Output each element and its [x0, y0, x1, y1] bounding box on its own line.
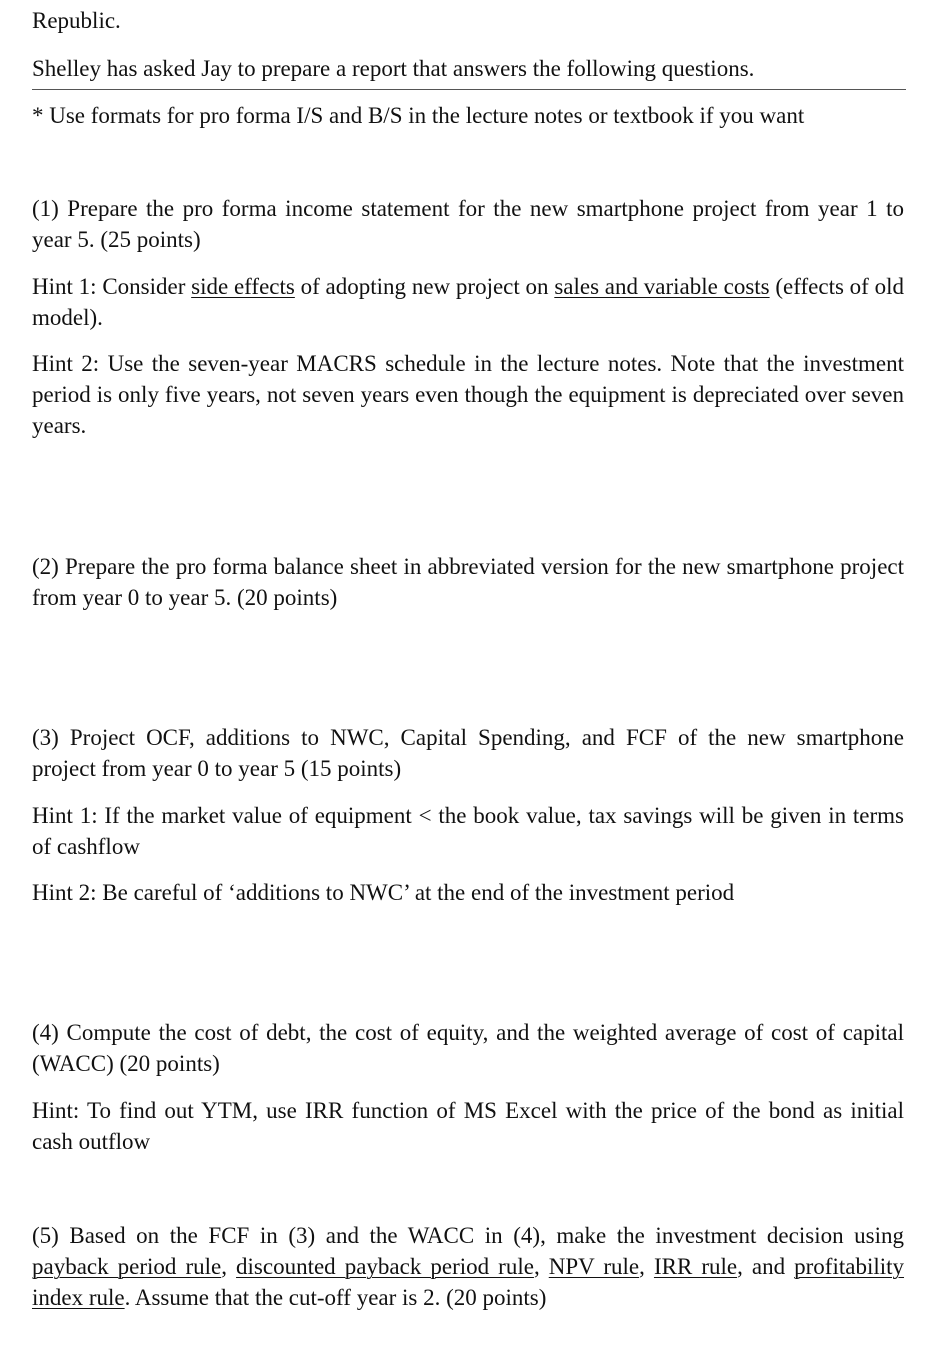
sales-variable-costs-term: sales and variable costs: [554, 274, 770, 299]
side-effects-term: side effects: [191, 274, 295, 299]
q5-separator: ,: [639, 1254, 654, 1279]
question-3: (3) Project OCF, additions to NWC, Capital Spending, and FCF of the new smartphone project from year 0 to year 5 (15 points): [32, 725, 904, 781]
question-3-hint-2: Hint 2: Be careful of ‘additions to NWC’ at the end of the investment period: [32, 880, 735, 905]
question-3-hint-1: Hint 1: If the market value of equipment < the book value, tax savings will be given in terms of cashflow: [32, 803, 904, 859]
question-1: (1) Prepare the pro forma income statement for the new smartphone project from year 1 to year 5. (25 points): [32, 196, 904, 252]
npv-rule-term: NPV rule: [548, 1254, 640, 1279]
irr-rule-term: IRR rule: [653, 1254, 738, 1279]
q5-prefix: (5) Based on the FCF in (3) and the WACC in (4), make the investment decision using: [32, 1223, 904, 1248]
profitability-index-rule-term: profitability index rule: [32, 1254, 905, 1310]
hint-1-suffix: (effects of old model).: [32, 274, 905, 330]
report-request-text: Shelley has asked Jay to prepare a report that answers the following questions.: [32, 56, 755, 81]
hint-1-prefix: Hint 1: Consider: [32, 274, 192, 299]
question-1-hint-2: Hint 2: Use the seven-year MACRS schedule in the lecture notes. Note that the investment period is only five years, not seven years even though the equipment is depreciated over seven years.: [32, 351, 904, 438]
payback-period-rule-term: payback period rule: [32, 1254, 222, 1279]
horizontal-divider: [32, 89, 906, 90]
q5-suffix: . Assume that the cut-off year is 2. (20 points): [124, 1285, 547, 1310]
republic-text: Republic.: [32, 8, 121, 33]
q5-separator: , and: [737, 1254, 795, 1279]
question-2: (2) Prepare the pro forma balance sheet in abbreviated version for the new smartphone project from year 0 to year 5. (20 points): [32, 554, 904, 610]
question-5: [32, 1220, 904, 1313]
discounted-payback-rule-term: discounted payback period rule: [236, 1254, 534, 1279]
question-1-hint-1: [32, 271, 904, 333]
question-4-hint: Hint: To find out YTM, use IRR function of MS Excel with the price of the bond as initial cash outflow: [32, 1098, 904, 1154]
hint-1-middle: of adopting new project on: [294, 274, 555, 299]
format-note: * Use formats for pro forma I/S and B/S in the lecture notes or textbook if you want: [32, 103, 805, 128]
question-4: (4) Compute the cost of debt, the cost of equity, and the weighted average of cost of capital (WACC) (20 points): [32, 1020, 904, 1076]
q5-separator: ,: [533, 1254, 549, 1279]
q5-separator: ,: [221, 1254, 237, 1279]
